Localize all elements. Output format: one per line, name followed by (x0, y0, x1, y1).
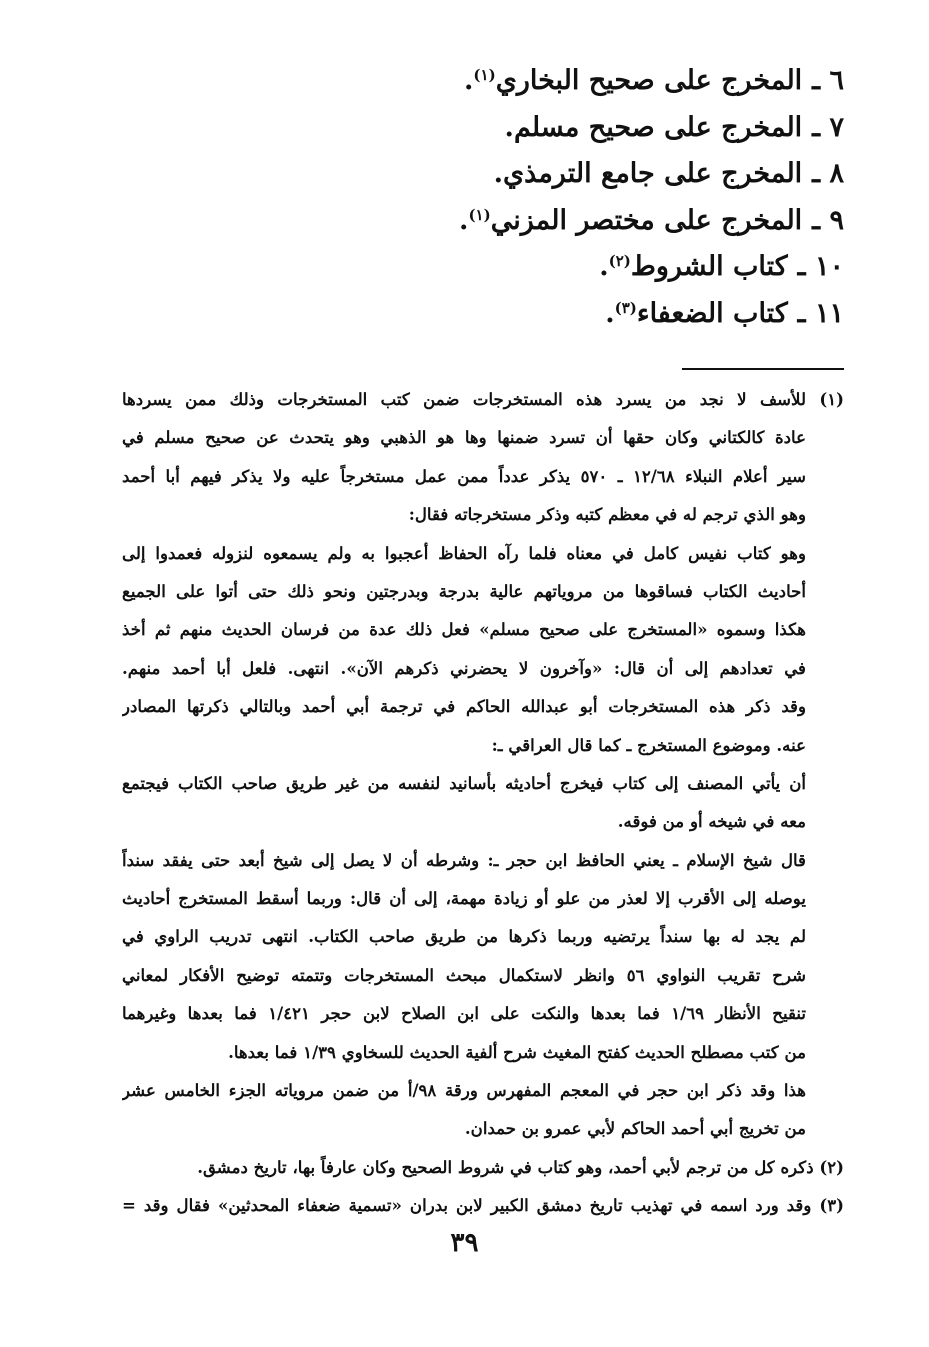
item-text: كتاب الضعفاء (636, 297, 788, 329)
footnote-line: في تعدادهم إلى أن قال: «وآخرون لا يحضرني ذكرهم الآن». انتهى. فلعل أبا أحمد منهم. (122, 657, 806, 678)
list-item: ٧ ـالمخرج على صحيح مسلم. (84, 105, 844, 152)
item-text: كتاب الشروط (630, 251, 788, 282)
footnote-line: من كتب مصطلح الحديث كفتح المغيث شرح ألفية الحديث للسخاوي ١/٣٩ فما بعدها. (228, 1041, 806, 1062)
item-number: ٨ ـ (812, 158, 844, 189)
footnote-line: أحاديث الكتاب فساقوها من مروياتهم عالية بدرجة وبدرجتين ونحو ذلك حتى أتوا على الجميع (122, 580, 806, 601)
footnote-ref: (١) (468, 205, 491, 224)
footnote-ref: (٣) (614, 298, 637, 317)
footnote-line: هكذا وسموه «المستخرج على صحيح مسلم» فعل ذلك عدة من فرسان الحديث منهم ثم أخذ (122, 619, 806, 640)
footnote-line: تنقيح الأنظار ١/٦٩ فما بعدها والنكت على ابن الصلاح لابن حجر ١/٤٢١ فما بعدها وغيرهما (122, 1003, 807, 1024)
footnote-line: أن يأتي المصنف إلى كتاب فيخرج أحاديثه بأسانيد لنفسه من غير طريق صاحب الكتاب فيجتمع (122, 772, 806, 793)
footnote-line: من تخريج أبي أحمد الحاكم لأبي عمرو بن حمدان. (464, 1118, 806, 1139)
list-item: ٨ ـالمخرج على جامع الترمذي. (84, 151, 844, 198)
numbered-list (84, 58, 844, 337)
footnote-line: وهو كتاب نفيس كامل في معناه فلما رآه الحفاظ أعجبوا به ولم يسمعوه لنزوله فعمدوا إلى (122, 542, 806, 563)
footnote-line: لم يجد له بها سنداً يرتضيه وربما ذكرها من طريق صاحب الكتاب. انتهى تدريب الراوي في (122, 926, 806, 947)
footnote-separator (682, 368, 844, 370)
list-item: ١١ ـكتاب الضعفاء$^{(٣)}$. (84, 291, 844, 338)
footnotes (122, 380, 844, 1225)
footnote-ref: (١) (473, 66, 496, 84)
footnote-line: وقد ذكر هذه المستخرجات أبو عبدالله الحاكم في ترجمة أبي أحمد وبالتالي ذكرتها المصادر (122, 696, 806, 717)
item-number: ١١ ـ (797, 297, 844, 329)
list-item: ٩ ـالمخرج على مختصر المزني$^{(١)}$. (84, 198, 844, 245)
footnote-line: يوصله إلى الأقرب إلا لعذر من علو أو زيادة مهمة، إلى أن قال: وربما أسقط المستخرج أحاديث (122, 888, 806, 909)
item-text: المخرج على مختصر المزني (490, 204, 803, 236)
item-text: المخرج على جامع الترمذي (503, 158, 803, 189)
list-item: ١٠ ـكتاب الشروط$^{(٢)}$. (84, 244, 844, 291)
page-number: ٣٩ (450, 1228, 479, 1258)
footnote-line: معه في شيخه أو من فوقه. (617, 811, 806, 832)
footnote-line: (٢) ذكره كل من ترجم لأبي أحمد، وهو كتاب في شروط الصحيح وكان عارفاً بها، تاريخ دمشق. (197, 1156, 844, 1177)
footnote-line: (١) للأسف لا نجد من يسرد هذه المستخرجات ضمن كتب المستخرجات وذلك ممن يسردها (122, 389, 844, 409)
item-text: المخرج على صحيح مسلم (513, 111, 803, 143)
footnote-line: وهو الذي ترجم له في معظم كتبه وذكر مستخرجاته فقال: (408, 504, 806, 525)
footnote-ref: (٢) (608, 252, 631, 270)
footnote-line: عادة كالكتاني وكان حقها أن تسرد ضمنها وها هو الذهبي وهو يتحدث عن صحيح مسلم في (122, 427, 806, 448)
item-number: ٩ ـ (812, 204, 844, 236)
item-number: ٧ ـ (812, 111, 844, 143)
footnote-line: شرح تقريب النواوي ٥٦ وانظر لاستكمال مبحث المستخرجات وتتمته توضيح الأفكار لمعاني (122, 964, 807, 985)
footnote-line: عنه. وموضوع المستخرج ـ كما قال العراقي ـ: (491, 734, 806, 755)
item-number: ١٠ ـ (797, 251, 844, 282)
footnote-line: (٣) وقد ورد اسمه في تهذيب تاريخ دمشق الكبير لابن بدران «تسمية ضعفاء المحدثين» فقال وقد = (122, 1195, 844, 1216)
list-item: ٦ ـالمخرج على صحيح البخاري$^{(١)}$. (84, 58, 844, 105)
footnote-line: هذا وقد ذكر ابن حجر في المعجم المفهرس ورقة ٩٨/أ من ضمن مروياته الجزء الخامس عشر (122, 1080, 806, 1101)
item-text: المخرج على صحيح البخاري (495, 65, 803, 96)
footnote-line: سير أعلام النبلاء ١٢/٦٨ ـ ٥٧٠ يذكر عدداً ممن عمل مستخرجاً عليه ولا يذكر فيهم أبا أحمد (122, 465, 806, 486)
item-number: ٦ ـ (812, 65, 844, 96)
footnote-line: قال شيخ الإسلام ـ يعني الحافظ ابن حجر ـ: وشرطه أن لا يصل إلى شيخ أبعد حتى يفقد سنداً (122, 849, 806, 870)
